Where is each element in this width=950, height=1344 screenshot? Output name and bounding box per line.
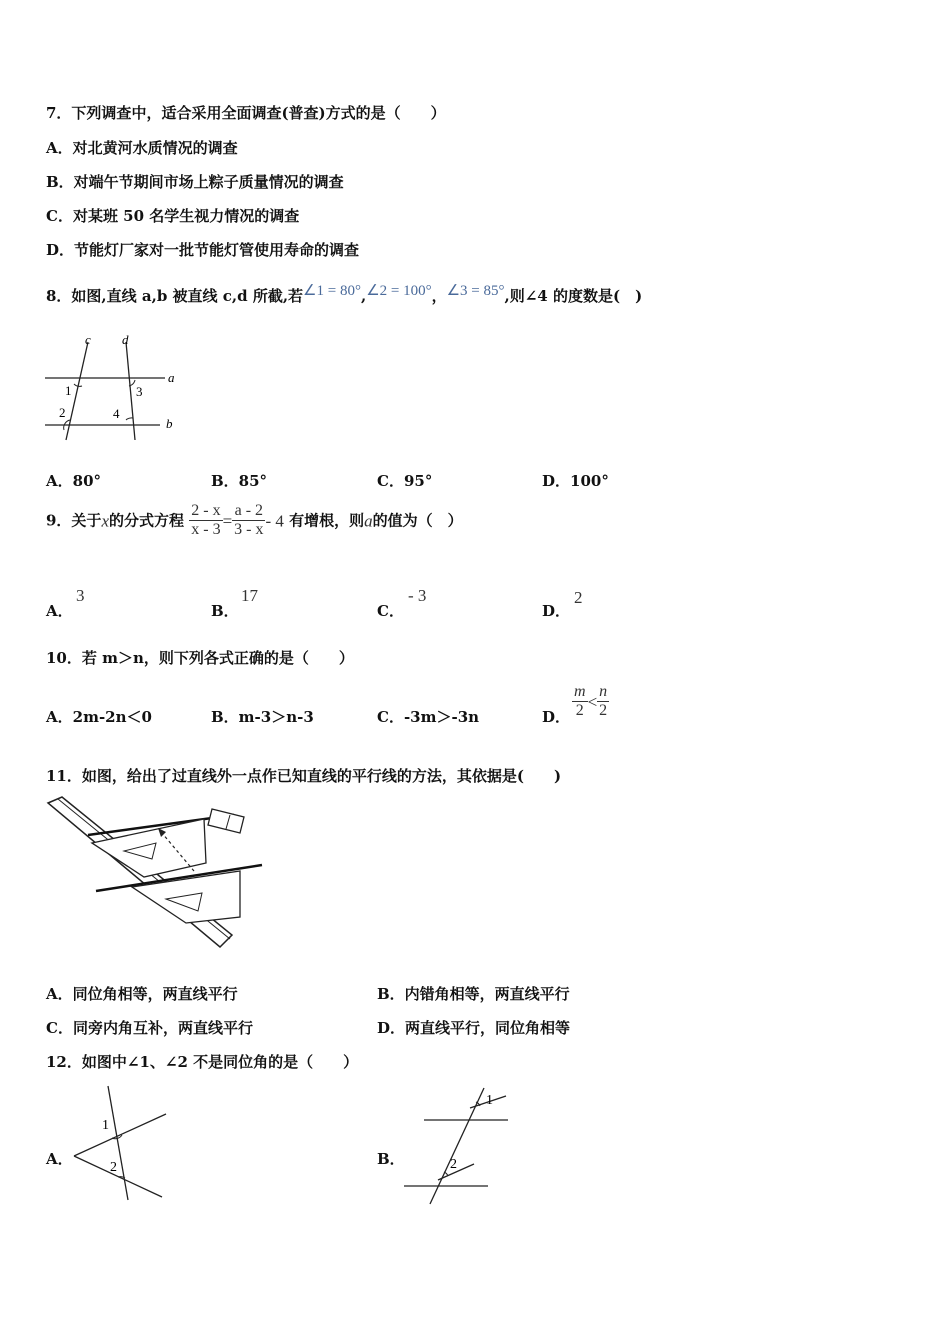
q8-angle3: ∠3 = 85° [446, 283, 505, 299]
pencil [208, 809, 244, 833]
q10-two1: 2 [575, 702, 584, 720]
q10-m: m [572, 683, 588, 702]
q9-frac2 [232, 502, 265, 540]
q8-stem-pre: 8．如图,直线 a,b 被直线 c,d 所截,若 [46, 287, 304, 305]
q10-option-c: C．-3m＞-3n [377, 708, 480, 726]
q9-frac2-den: 3 - x [234, 521, 264, 539]
q7-option-a: A．对北黄河水质情况的调查 [46, 139, 238, 157]
q11-stem: 11．如图，给出了过直线外一点作已知直线的平行线的方法，其依据是( ) [46, 767, 562, 785]
label-2: 2 [59, 405, 66, 420]
q8-sep1: , [360, 287, 367, 305]
q8-option-a: A．80° [46, 472, 102, 490]
q12-figure-b [400, 1084, 515, 1209]
q10-frac-m [572, 683, 588, 721]
q12-option-b-label: B． [377, 1150, 405, 1168]
q8-figure [40, 330, 190, 445]
label-3: 3 [136, 384, 143, 399]
q9-frac1-den: x - 3 [191, 521, 221, 539]
q9-option-c-label: C． [377, 602, 404, 620]
q11-option-d: D．两直线平行，同位角相等 [377, 1019, 571, 1037]
q9-stem-pre: 9．关于 [46, 511, 102, 530]
q9-frac1-num: 2 - x [189, 502, 222, 521]
q8-stem-post: ,则∠4 的度数是( ) [504, 287, 643, 305]
q8-option-d: D．100° [542, 472, 609, 490]
q9-option-a-value: 3 [76, 586, 85, 605]
figA-line-upper [74, 1114, 166, 1156]
q9-frac1 [189, 502, 222, 540]
q9-stem-post: 的值为（ ） [372, 511, 463, 530]
q9-option-b-label: B． [211, 602, 239, 620]
q12-figure-a [66, 1082, 176, 1207]
q9-eq: = [222, 511, 233, 531]
q9-option-c-value: - 3 [408, 586, 427, 605]
q12-option-a-label: A． [46, 1150, 73, 1168]
q10-lt: < [587, 692, 598, 712]
q9-option-d-label: D． [542, 602, 571, 620]
q9-stem-mid: 的分式方程 [108, 511, 184, 530]
q9-option-a-label: A． [46, 602, 73, 620]
q10-stem: 10．若 m＞n，则下列各式正确的是（ ） [46, 649, 354, 667]
q7-option-c: C．对某班 50 名学生视力情况的调查 [46, 207, 300, 225]
q10-option-d-label: D． [542, 708, 571, 726]
q8-angle2: ∠2 = 100° [366, 283, 432, 299]
q10-two2: 2 [599, 702, 608, 720]
q10-option-a: A．2m-2n＜0 [46, 708, 152, 726]
label-4: 4 [113, 406, 120, 421]
q8-sep2: ， [431, 287, 447, 305]
q10-option-d-expr [572, 683, 609, 721]
q7-option-d: D．节能灯厂家对一批节能灯管使用寿命的调查 [46, 241, 360, 259]
q9-option-b-value: 17 [241, 586, 258, 605]
figA-transversal [108, 1086, 128, 1200]
angle4-arc [126, 418, 133, 420]
figA-label-2: 2 [110, 1160, 117, 1175]
q7-option-b: B．对端午节期间市场上粽子质量情况的调查 [46, 173, 344, 191]
q9-stem-mid2: 有增根，则 [289, 511, 365, 530]
q9-var-a: a [364, 511, 373, 531]
q9-minus4: - 4 [265, 511, 284, 531]
label-d: d [122, 332, 129, 347]
q10-frac-n [597, 683, 609, 721]
label-a: a [168, 370, 175, 385]
q8-option-b: B．85° [211, 472, 268, 490]
q11-option-a: A．同位角相等，两直线平行 [46, 985, 238, 1003]
label-c: c [85, 332, 91, 347]
figA-label-1: 1 [102, 1118, 109, 1133]
figB-label-1: 1 [486, 1093, 493, 1108]
q12-stem: 12．如图中∠1、∠2 不是同位角的是（ ） [46, 1053, 359, 1071]
q9-stem [46, 502, 463, 540]
q10-option-b: B．m-3＞n-3 [211, 708, 314, 726]
q11-option-b: B．内错角相等，两直线平行 [377, 985, 570, 1003]
label-1: 1 [65, 383, 72, 398]
q9-frac2-num: a - 2 [232, 502, 265, 521]
q8-angle1: ∠1 = 80° [303, 283, 361, 299]
figB-label-2: 2 [450, 1157, 457, 1172]
q9-option-d-value: 2 [574, 588, 583, 607]
q9-var-x: x [101, 511, 109, 531]
q10-n: n [597, 683, 609, 702]
q11-option-c: C．同旁内角互补，两直线平行 [46, 1019, 253, 1037]
label-b: b [166, 416, 173, 431]
q11-figure [44, 795, 269, 955]
q7-stem: 7．下列调查中，适合采用全面调查(普查)方式的是（ ） [46, 104, 446, 122]
q8-stem [46, 285, 642, 306]
q8-option-c: C．95° [377, 472, 433, 490]
